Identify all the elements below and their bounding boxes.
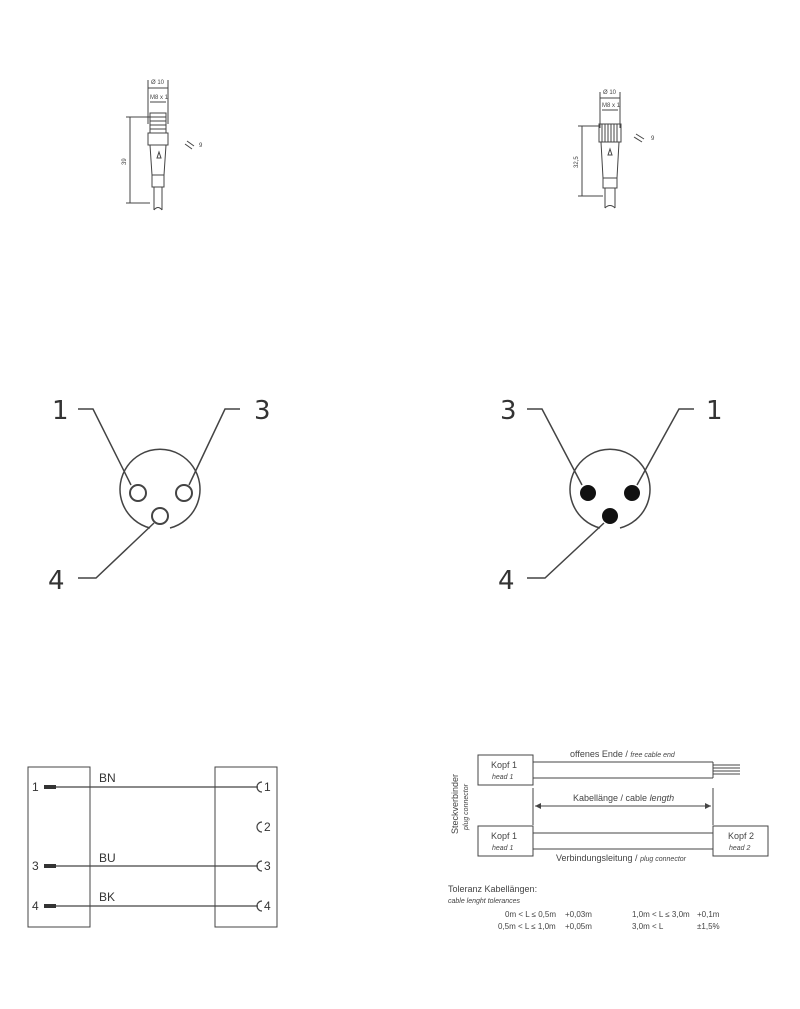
cable-length-diagram: [450, 749, 768, 863]
bottom-head2-en: head 2: [729, 845, 751, 852]
face-right-pin-4: [602, 508, 618, 524]
right-dim-wrench: 9: [651, 136, 655, 142]
face-right-label-4: 4: [498, 566, 515, 596]
wiring-right-pin-3: 3: [264, 859, 271, 873]
wiring-left-pin-3: 3: [32, 859, 39, 873]
wire-color-bn: BN: [99, 771, 116, 785]
wire-color-bk: BK: [99, 890, 116, 904]
side-label-en: plug connector: [463, 784, 470, 830]
tol-row1-range1: 0m < L ≤ 0,5m: [505, 910, 557, 919]
face-right-label-3: 3: [500, 396, 517, 426]
face-left-pin-3: [176, 485, 192, 501]
top-head1-en: head 1: [492, 774, 514, 781]
tolerances-title: Toleranz Kabellängen:: [448, 884, 538, 894]
face-right: [498, 396, 723, 596]
wiring-diagram: [28, 767, 277, 927]
tol-row1-value1: +0,03m: [565, 910, 592, 919]
face-left-label-4: 4: [48, 566, 65, 596]
cable-length-label: Kabellänge / cable length: [573, 793, 675, 803]
free-end-label: offenes Ende / free cable end: [570, 749, 675, 759]
top-head1-de: Kopf 1: [491, 760, 518, 770]
left-dim-diameter: Ø 10: [151, 80, 165, 86]
tol-row2-range1: 0,5m < L ≤ 1,0m: [498, 922, 556, 931]
side-label-de: Steckverbinder: [450, 773, 460, 834]
right-dim-thread: M8 x 1: [602, 103, 621, 109]
connector-left-drawing: [122, 80, 203, 210]
right-dim-length: 32,5: [574, 156, 580, 168]
face-right-label-1: 1: [706, 396, 723, 426]
tol-row2-value2: ±1,5%: [697, 922, 720, 931]
tol-row2-value1: +0,05m: [565, 922, 592, 931]
connector-line-label: Verbindungsleitung / plug connector: [556, 853, 686, 863]
bottom-head1-de: Kopf 1: [491, 831, 518, 841]
face-left-pin-1: [130, 485, 146, 501]
face-left-label-1: 1: [52, 396, 69, 426]
bottom-head2-de: Kopf 2: [728, 831, 755, 841]
tol-row2-range2: 3,0m < L: [632, 922, 664, 931]
face-right-pin-3: [580, 485, 596, 501]
wiring-left-pin-1: 1: [32, 780, 39, 794]
tol-row1-range2: 1,0m < L ≤ 3,0m: [632, 910, 690, 919]
left-dim-length: 39: [122, 158, 128, 165]
face-right-pin-1: [624, 485, 640, 501]
bottom-head1-en: head 1: [492, 845, 514, 852]
tolerances-table: [448, 884, 720, 931]
tol-row1-value2: +0,1m: [697, 910, 720, 919]
wiring-right-pin-1: 1: [264, 780, 271, 794]
wire-color-bu: BU: [99, 851, 116, 865]
left-dim-wrench: 9: [199, 143, 203, 149]
tolerances-subtitle: cable lenght tolerances: [448, 898, 520, 905]
left-dim-thread: M8 x 1: [150, 95, 169, 101]
face-left-pin-4: [152, 508, 168, 524]
connector-right-drawing: [574, 90, 655, 208]
wiring-right-pin-2: 2: [264, 820, 271, 834]
face-left: [48, 396, 271, 596]
wiring-right-pin-4: 4: [264, 899, 271, 913]
face-left-label-3: 3: [254, 396, 271, 426]
wiring-left-pin-4: 4: [32, 899, 39, 913]
right-dim-diameter: Ø 10: [603, 90, 617, 96]
